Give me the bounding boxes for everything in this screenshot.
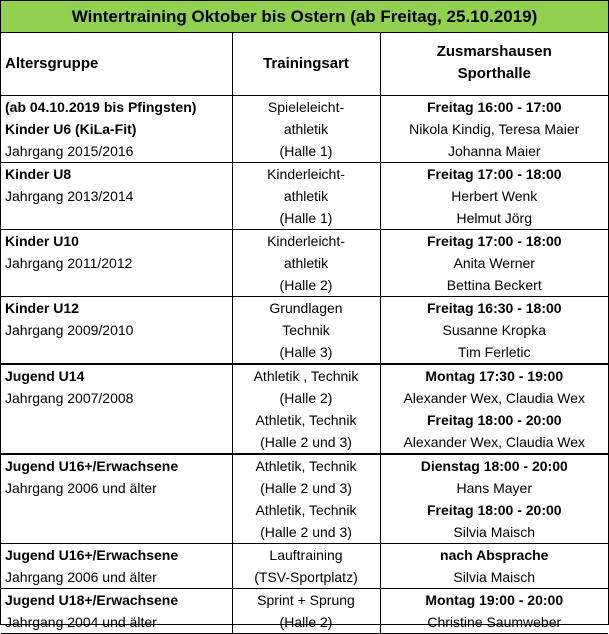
training-time: Freitag 16:30 - 18:00 [426, 299, 562, 316]
header-location-town: Zusmarshausen [436, 43, 552, 60]
training-type-line: Athletik, Technik [255, 411, 357, 428]
trainer-names: Alexander Wex, Claudia Wex [403, 389, 586, 406]
training-type-line: athletik [283, 254, 329, 271]
training-time: Montag 19:00 - 20:00 [425, 591, 564, 608]
table-row [1, 229, 608, 296]
time-trainer-cell [380, 364, 608, 454]
age-group-cell [1, 364, 232, 454]
training-hall: (Halle 1) [279, 209, 333, 226]
trainer-names: Anita Werner [453, 254, 535, 271]
table-row [1, 296, 608, 364]
training-hall: (Halle 2 und 3) [260, 523, 352, 540]
trainer-names: Silvia Maisch [453, 523, 536, 540]
training-hall: (Halle 3) [279, 343, 333, 360]
age-group-cell [1, 162, 232, 229]
table-row [1, 543, 608, 588]
training-type-cell [232, 296, 380, 364]
schedule-table [1, 33, 608, 634]
training-hall: (Halle 1) [279, 142, 333, 159]
time-trainer-cell [380, 454, 608, 544]
trainer-names: Alexander Wex, Claudia Wex [403, 433, 586, 450]
table-row [1, 454, 608, 544]
header-row [1, 33, 608, 95]
training-time: Freitag 16:00 - 17:00 [426, 98, 562, 115]
age-group-years: Jahrgang 2006 und älter [5, 479, 157, 496]
age-group-years: Jahrgang 2009/2010 [5, 321, 134, 338]
age-group-years: Jahrgang 2006 und älter [5, 568, 157, 585]
training-type-cell [232, 588, 380, 633]
training-time: Dienstag 18:00 - 20:00 [420, 457, 568, 474]
training-type-cell [232, 364, 380, 454]
training-type-line: Kinderleicht- [267, 232, 345, 249]
training-type-cell [232, 162, 380, 229]
age-group-cell [1, 95, 232, 162]
training-time: nach Absprache [440, 546, 549, 563]
age-group-years: Jahrgang 2004 und älter [5, 613, 157, 630]
training-type-cell [232, 229, 380, 296]
table-row [1, 588, 608, 633]
training-type-line: Sprint + Sprung [257, 591, 355, 608]
training-type-line: Lauftraining [269, 546, 343, 563]
age-group-name: Kinder U8 [5, 165, 72, 182]
training-type-cell [232, 454, 380, 544]
time-trainer-cell [380, 95, 608, 162]
age-group-name: Jugend U14 [5, 367, 85, 384]
training-type-cell [232, 543, 380, 588]
time-trainer-cell [380, 162, 608, 229]
trainer-names: Silvia Maisch [453, 568, 536, 585]
age-group-cell [1, 543, 232, 588]
trainer-names: Helmut Jörg [456, 209, 532, 226]
header-location [380, 33, 608, 95]
schedule-title: Wintertraining Oktober bis Ostern (ab Freitag, 25.10.2019) [1, 1, 608, 33]
training-time: Freitag 18:00 - 20:00 [426, 411, 562, 428]
table-row [1, 95, 608, 162]
training-hall: (Halle 2) [279, 276, 333, 293]
age-group-name: Kinder U12 [5, 299, 79, 316]
training-type-line: Athletik , Technik [253, 367, 359, 384]
table-row [1, 162, 608, 229]
training-time: Freitag 17:00 - 18:00 [426, 165, 562, 182]
age-group-years: Jahrgang 2015/2016 [5, 142, 134, 159]
age-group-name: Kinder U6 (KiLa-Fit) [5, 120, 137, 137]
age-group-cell [1, 296, 232, 364]
age-group-years: Jahrgang 2013/2014 [5, 187, 134, 204]
age-group-note: (ab 04.10.2019 bis Pfingsten) [5, 98, 197, 115]
training-type-line: Athletik, Technik [255, 457, 357, 474]
age-group-years: Jahrgang 2007/2008 [5, 389, 134, 406]
training-type-line: athletik [283, 120, 329, 137]
training-type-line: Kinderleicht- [267, 165, 345, 182]
training-hall: (Halle 2 und 3) [260, 433, 352, 450]
age-group-years: Jahrgang 2011/2012 [5, 254, 133, 271]
time-trainer-cell [380, 543, 608, 588]
training-type-cell [232, 95, 380, 162]
table-row [1, 364, 608, 454]
training-hall: (Halle 2) [279, 389, 333, 406]
age-group-name: Jugend U16+/Erwachsene [5, 457, 179, 474]
training-location: (TSV-Sportplatz) [254, 568, 358, 585]
training-hall: (Halle 2) [279, 613, 333, 630]
age-group-cell [1, 454, 232, 544]
trainer-names: Hans Mayer [456, 479, 532, 496]
trainer-names: Christine Saumweber [427, 613, 562, 630]
header-location-hall: Sporthalle [457, 65, 531, 82]
age-group-cell [1, 229, 232, 296]
header-trainingsart: Trainingsart [232, 33, 380, 95]
age-group-name: Kinder U10 [5, 232, 79, 249]
trainer-names: Susanne Kropka [442, 321, 547, 338]
training-type-line: Athletik, Technik [255, 501, 357, 518]
training-time: Freitag 17:00 - 18:00 [426, 232, 562, 249]
trainer-names: Herbert Wenk [451, 187, 538, 204]
time-trainer-cell [380, 229, 608, 296]
training-time: Freitag 18:00 - 20:00 [426, 501, 562, 518]
training-type-line: Spieleleicht- [267, 98, 345, 115]
header-altersgruppe: Altersgruppe [1, 33, 232, 95]
age-group-cell [1, 588, 232, 633]
trainer-names: Nikola Kindig, Teresa Maier [409, 120, 580, 137]
training-type-line: Technik [282, 321, 330, 338]
trainer-names: Johanna Maier [447, 142, 541, 159]
time-trainer-cell [380, 296, 608, 364]
trainer-names: Bettina Beckert [446, 276, 542, 293]
age-group-name: Jugend U16+/Erwachsene [5, 546, 179, 563]
training-hall: (Halle 2 und 3) [260, 479, 352, 496]
training-type-line: Grundlagen [269, 299, 343, 316]
trainer-names: Tim Ferletic [457, 343, 531, 360]
age-group-name: Jugend U18+/Erwachsene [5, 591, 179, 608]
training-time: Montag 17:30 - 19:00 [425, 367, 564, 384]
training-type-line: athletik [283, 187, 329, 204]
time-trainer-cell [380, 588, 608, 633]
